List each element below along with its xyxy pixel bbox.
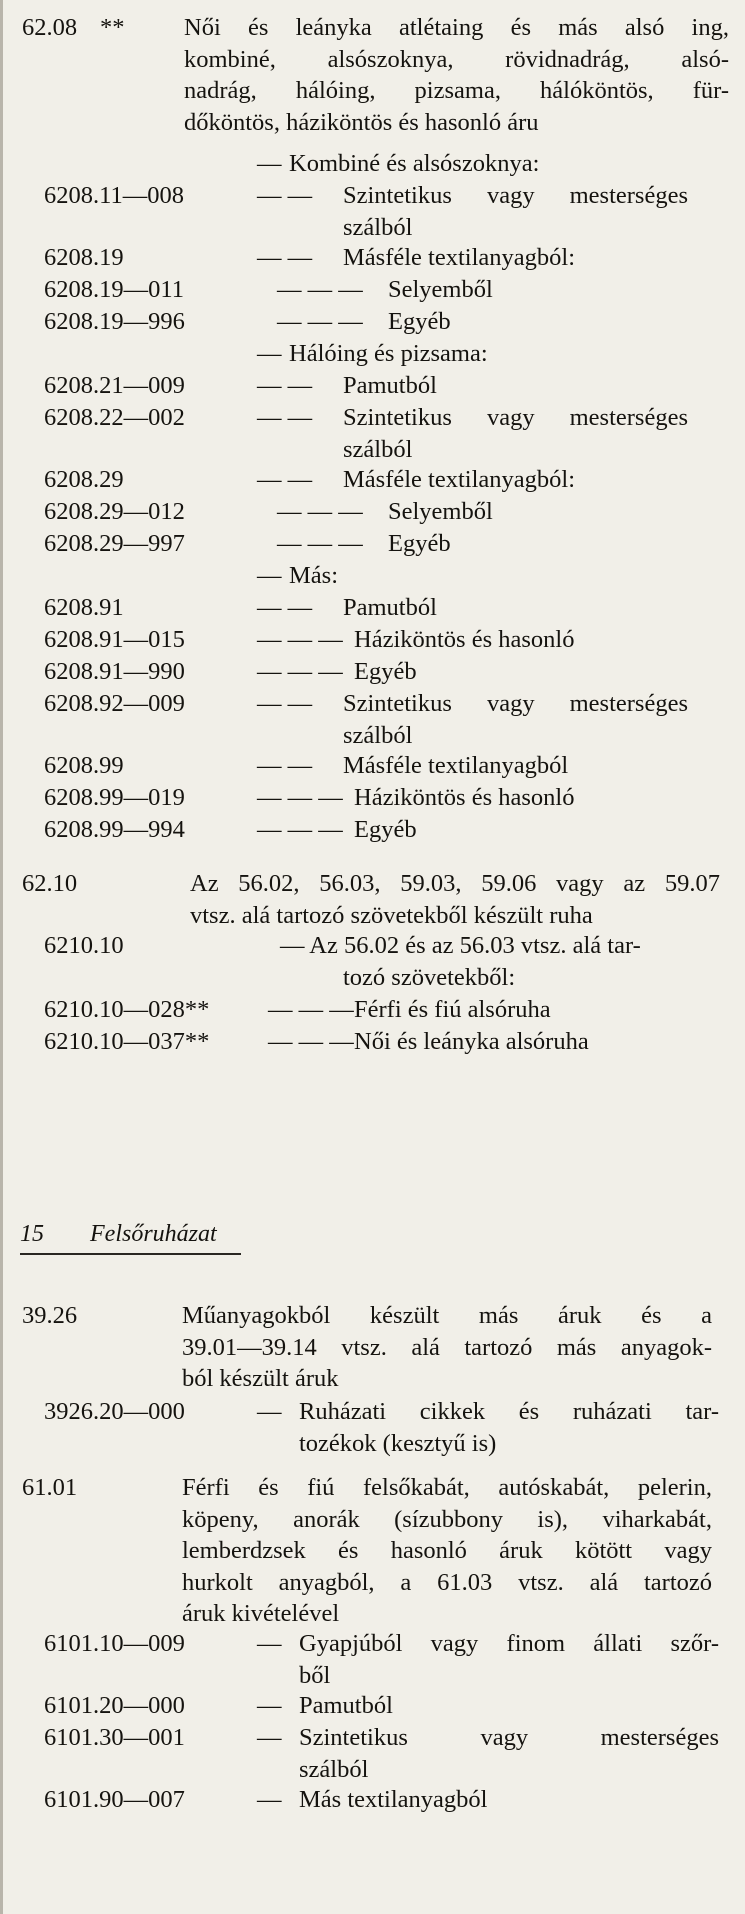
hierarchy-dashes: — — — (257, 784, 343, 811)
description-line: Férfi és fiú alsóruha (354, 996, 551, 1023)
hierarchy-dashes: — (257, 1724, 282, 1751)
tariff-code: 6101.20—000 (44, 1692, 185, 1719)
description-line: szálból (343, 721, 413, 749)
tariff-description (343, 242, 688, 274)
tariff-description (388, 306, 688, 338)
hierarchy-dashes: — — (257, 690, 313, 717)
hierarchy-dashes: — (257, 1630, 282, 1657)
description-line: Egyéb (354, 816, 417, 843)
hierarchy-dashes: — — (257, 372, 313, 399)
tariff-code: 6208.29 (44, 466, 124, 493)
tariff-description (343, 750, 688, 782)
hierarchy-dashes: — — — (268, 1028, 354, 1055)
tariff-description (343, 592, 688, 624)
tariff-code: 6208.19—011 (44, 276, 184, 303)
tariff-code: 62.10 (22, 870, 78, 897)
description-line: köpeny, anorák (sízubbony is), viharkabát, (182, 1505, 712, 1533)
description-line: Gyapjúból vagy finom állati szőr- (299, 1630, 719, 1657)
hierarchy-dashes: — (257, 340, 282, 367)
tariff-description (190, 868, 720, 931)
description-line: kombiné, alsószoknya, rövidnadrág, alsó- (184, 45, 729, 73)
tariff-code: 6208.91 (44, 594, 124, 621)
hierarchy-dashes: — (257, 150, 282, 177)
tariff-code: 6208.91—015 (44, 626, 185, 653)
tariff-code: 6208.29—997 (44, 530, 185, 557)
description-line: tozékok (kesztyű is) (299, 1429, 497, 1457)
tariff-code: 6101.90—007 (44, 1786, 185, 1813)
hierarchy-dashes: — — — (277, 498, 363, 525)
tariff-description (299, 1784, 719, 1816)
tariff-description (299, 1628, 719, 1691)
tariff-code: 6208.92—009 (44, 690, 185, 717)
description-line: Selyemből (388, 276, 493, 303)
tariff-code: 6210.10 (44, 932, 124, 959)
hierarchy-dashes: — (257, 562, 282, 589)
tariff-description (354, 624, 699, 656)
description-line: áruk kivételével (182, 1600, 340, 1627)
description-line: Szintetikus vagy mesterséges (343, 690, 688, 717)
hierarchy-dashes: — — — (277, 276, 363, 303)
tariff-code: 61.01 (22, 1474, 78, 1501)
tariff-description (289, 338, 709, 370)
section-underline (20, 1253, 241, 1255)
tariff-code: 6101.10—009 (44, 1630, 185, 1657)
description-line: Másféle textilanyagból (343, 752, 569, 779)
hierarchy-dashes: — — — (268, 996, 354, 1023)
tariff-description (289, 560, 709, 592)
tariff-code: 6208.22—002 (44, 404, 185, 431)
tariff-code: 6208.19 (44, 244, 124, 271)
tariff-description (354, 782, 699, 814)
description-line: hurkolt anyagból, a 61.03 vtsz. alá tartozó (182, 1568, 712, 1596)
tariff-description (388, 496, 688, 528)
tariff-code: 6208.21—009 (44, 372, 185, 399)
hierarchy-dashes: — — — (257, 658, 343, 685)
description-line: Ruházati cikkek és ruházati tar- (299, 1398, 719, 1425)
hierarchy-dashes: — — — (277, 308, 363, 335)
tariff-description (289, 148, 709, 180)
description-line: Férfi és fiú felsőkabát, autóskabát, pelerin, (182, 1474, 712, 1501)
hierarchy-dashes: — — — (277, 530, 363, 557)
description-line: lemberdzsek és hasonló áruk kötött vagy (182, 1537, 712, 1564)
tariff-description (343, 962, 745, 994)
tariff-description (354, 814, 699, 846)
hierarchy-dashes: — (257, 1398, 282, 1425)
tariff-code: 6208.19—996 (44, 308, 185, 335)
tariff-code: 6208.99 (44, 752, 124, 779)
hierarchy-dashes: — — (257, 404, 313, 431)
description-line: Műanyagokból készült más áruk és a (182, 1302, 712, 1329)
hierarchy-dashes: — (257, 1692, 282, 1719)
tariff-description (182, 1472, 712, 1630)
tariff-description (388, 528, 688, 560)
hierarchy-dashes: — — — (257, 626, 343, 653)
tariff-description (299, 1396, 719, 1459)
tariff-code: 6208.91—990 (44, 658, 185, 685)
hierarchy-dashes: — — (257, 244, 313, 271)
tariff-description (343, 402, 688, 465)
tariff-code: 39.26 (22, 1302, 78, 1329)
hierarchy-dashes: — Az 56.02 és az 56.03 vtsz. alá tar- (280, 932, 641, 959)
description-line: Háziköntös és hasonló (354, 626, 575, 653)
description-line: dőköntös, háziköntös és hasonló áru (184, 108, 539, 136)
description-line: 39.01—39.14 vtsz. alá tartozó más anyagok- (182, 1333, 712, 1361)
description-line: szálból (343, 435, 413, 463)
tariff-description (184, 12, 729, 138)
tariff-code: 6208.29—012 (44, 498, 185, 525)
description-line: szálból (299, 1755, 369, 1783)
tariff-code: 6208.99—994 (44, 816, 185, 843)
tariff-description (343, 370, 688, 402)
description-line: Egyéb (388, 530, 451, 557)
tariff-description (299, 1690, 719, 1722)
tariff-description (354, 1026, 699, 1058)
tariff-code: 6210.10—028** (44, 996, 210, 1023)
tariff-code: 6101.30—001 (44, 1724, 185, 1751)
description-line: szálból (343, 213, 413, 241)
hierarchy-dashes: — — (257, 752, 313, 779)
description-line: Egyéb (388, 308, 451, 335)
hierarchy-dashes: — (257, 1786, 282, 1813)
description-line: Háziköntös és hasonló (354, 784, 575, 811)
tariff-code: 62.08 (22, 14, 78, 41)
description-line: Selyemből (388, 498, 493, 525)
description-line: Másféle textilanyagból: (343, 244, 575, 271)
description-line: Más: (289, 562, 338, 589)
description-line: Pamutból (343, 594, 437, 621)
tariff-code: 3926.20—000 (44, 1398, 185, 1425)
description-line: Az 56.02, 56.03, 59.03, 59.06 vagy az 59.07 (190, 870, 720, 897)
description-line: Pamutból (299, 1692, 393, 1719)
tariff-description (388, 274, 688, 306)
footnote-marker: ** (100, 14, 125, 41)
tariff-description (354, 994, 699, 1026)
description-line: Női és leányka alsóruha (354, 1028, 589, 1055)
section-title: Felsőruházat (90, 1221, 217, 1247)
description-line: Hálóing és pizsama: (289, 340, 488, 367)
description-line: Szintetikus vagy mesterséges (343, 404, 688, 431)
description-line: vtsz. alá tartozó szövetekből készült ruha (190, 901, 593, 929)
tariff-description (343, 464, 688, 496)
hierarchy-dashes: — — — (257, 816, 343, 843)
description-line: Egyéb (354, 658, 417, 685)
tariff-description (182, 1300, 712, 1395)
tariff-description (343, 688, 688, 751)
description-line: nadrág, hálóing, pizsama, hálóköntös, für- (184, 77, 729, 104)
description-line: Szintetikus vagy mesterséges (343, 182, 688, 209)
description-line: Kombiné és alsószoknya: (289, 150, 540, 177)
hierarchy-dashes: — — (257, 594, 313, 621)
description-line: tozó szövetekből: (343, 964, 516, 991)
tariff-description (299, 1722, 719, 1785)
hierarchy-dashes: — — (257, 466, 313, 493)
tariff-description (343, 180, 688, 243)
description-line: Pamutból (343, 372, 437, 399)
page-edge-rule (0, 0, 3, 1914)
tariff-code: 6208.11—008 (44, 182, 184, 209)
description-line: Másféle textilanyagból: (343, 466, 575, 493)
hierarchy-dashes: — — (257, 182, 313, 209)
description-line: ból készült áruk (182, 1365, 339, 1392)
tariff-code: 6210.10—037** (44, 1028, 210, 1055)
description-line: Más textilanyagból (299, 1786, 488, 1813)
section-number: 15 (20, 1221, 44, 1247)
tariff-description (354, 656, 699, 688)
description-line: ből (299, 1661, 331, 1689)
description-line: Szintetikus vagy mesterséges (299, 1724, 719, 1751)
description-line: Női és leányka atlétaing és más alsó ing, (184, 14, 729, 41)
tariff-code: 6208.99—019 (44, 784, 185, 811)
